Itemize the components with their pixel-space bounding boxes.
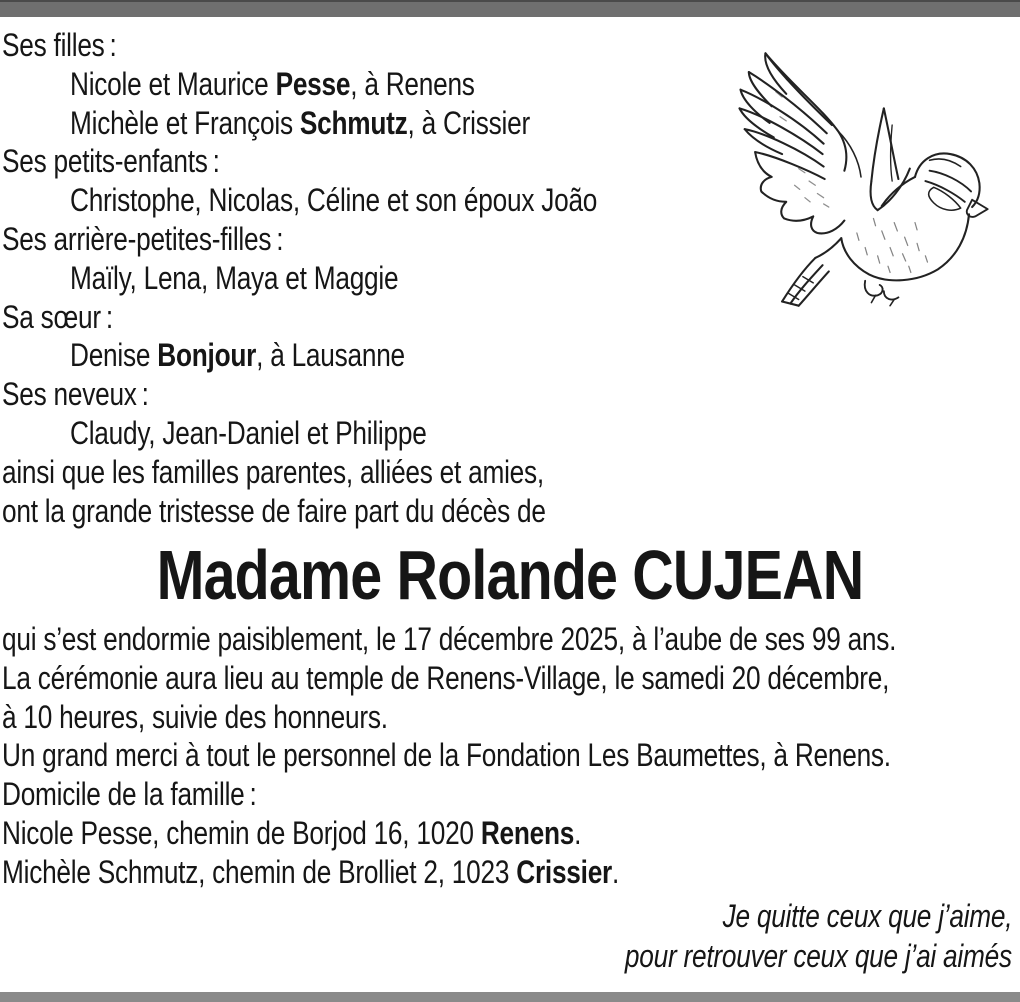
text-segment: . — [574, 814, 582, 851]
text-content — [2, 220, 283, 259]
text-segment: Sa sœur : — [2, 298, 113, 335]
announcement-line — [2, 853, 1020, 892]
family-line — [2, 336, 713, 375]
family-line — [2, 104, 713, 143]
family-line — [2, 65, 713, 104]
family-line — [2, 26, 713, 65]
text-segment: Domicile de la famille : — [2, 776, 257, 813]
epitaph-line — [540, 937, 1012, 977]
text-segment: Christophe, Nicolas, Céline et son époux João — [70, 182, 598, 219]
text-segment: Michèle et François — [70, 104, 300, 141]
deceased-name-heading — [0, 534, 1020, 616]
announcement-line — [2, 736, 1020, 775]
bold-name-segment: Renens — [480, 814, 575, 851]
text-content — [70, 181, 597, 220]
text-segment: Ses neveux : — [2, 376, 149, 413]
epitaph-line — [540, 897, 1012, 937]
text-content — [2, 853, 619, 892]
text-segment: Je quitte ceux que j’aime, — [722, 898, 1012, 934]
text-segment: Michèle Schmutz, chemin de Brolliet 2, 1023 — [2, 853, 517, 890]
text-content — [722, 897, 1012, 937]
text-segment: , à Lausanne — [256, 337, 405, 374]
text-segment: Denise — [70, 337, 158, 374]
text-content — [2, 453, 544, 492]
bold-name-segment: Bonjour — [157, 337, 257, 374]
text-segment: Un grand merci à tout le personnel de la Fondation Les Baumettes, à Renens. — [2, 737, 891, 774]
bottom-divider-bar — [0, 992, 1020, 1002]
text-segment: pour retrouver ceux que j’ai aimés — [625, 937, 1012, 974]
announcement-line — [2, 698, 1020, 737]
epitaph-quote — [540, 897, 1012, 976]
text-segment: Nicole et Maurice — [70, 65, 276, 102]
text-content — [70, 414, 427, 453]
text-content — [2, 775, 257, 814]
family-line — [2, 220, 713, 259]
text-content — [2, 814, 581, 853]
text-content — [2, 26, 117, 65]
announcement-text — [2, 620, 1020, 892]
bold-name-segment: Schmutz — [299, 104, 408, 141]
text-content — [2, 142, 220, 181]
bold-name-segment: Crissier — [516, 853, 613, 890]
family-line — [2, 453, 713, 492]
text-segment: Maïly, Lena, Maya et Maggie — [70, 259, 399, 296]
text-segment: qui s’est endormie paisiblement, le 17 décembre 2025, à l’aube de ses 99 ans. — [2, 621, 897, 657]
text-segment: à 10 heures, suivie des honneurs. — [2, 698, 388, 735]
deceased-name: Madame Rolande CUJEAN — [156, 536, 864, 614]
family-list — [2, 26, 713, 530]
announcement-line — [2, 620, 1020, 659]
family-line — [2, 181, 713, 220]
text-content — [70, 259, 398, 298]
top-divider-bar — [0, 0, 1020, 17]
text-content — [2, 620, 896, 659]
text-content — [625, 937, 1012, 977]
family-line — [2, 414, 713, 453]
announcement-line — [2, 659, 1020, 698]
flying-bird-illustration — [726, 44, 996, 314]
bold-name-segment: Pesse — [275, 65, 351, 102]
text-content — [2, 659, 889, 698]
text-segment: La cérémonie aura lieu au temple de Renens-Village, le samedi 20 décembre, — [2, 659, 890, 696]
text-segment: , à Renens — [350, 65, 475, 102]
text-content — [70, 104, 530, 143]
text-content — [70, 336, 405, 375]
text-segment: . — [612, 853, 620, 890]
flying-bird-sketch-icon — [726, 44, 996, 314]
text-segment: Ses arrière-petites-filles : — [2, 220, 284, 257]
family-line — [2, 259, 713, 298]
text-content — [2, 698, 388, 737]
announcement-line — [2, 775, 1020, 814]
text-content — [2, 492, 546, 531]
text-segment: ainsi que les familles parentes, alliées et amies, — [2, 453, 544, 490]
text-content — [2, 736, 891, 775]
family-line — [2, 298, 713, 337]
text-segment: Claudy, Jean-Daniel et Philippe — [70, 414, 427, 451]
text-segment: , à Crissier — [407, 104, 530, 141]
announcement-line — [2, 814, 1020, 853]
text-segment: Nicole Pesse, chemin de Borjod 16, 1020 — [2, 814, 481, 851]
family-line — [2, 492, 713, 531]
text-segment: Ses petits-enfants : — [2, 143, 220, 180]
text-segment: ont la grande tristesse de faire part du décès de — [2, 492, 546, 529]
text-segment: Ses filles : — [2, 27, 117, 63]
text-content — [70, 65, 475, 104]
family-line — [2, 142, 713, 181]
family-line — [2, 375, 713, 414]
text-content — [2, 375, 149, 414]
text-content — [2, 298, 113, 337]
